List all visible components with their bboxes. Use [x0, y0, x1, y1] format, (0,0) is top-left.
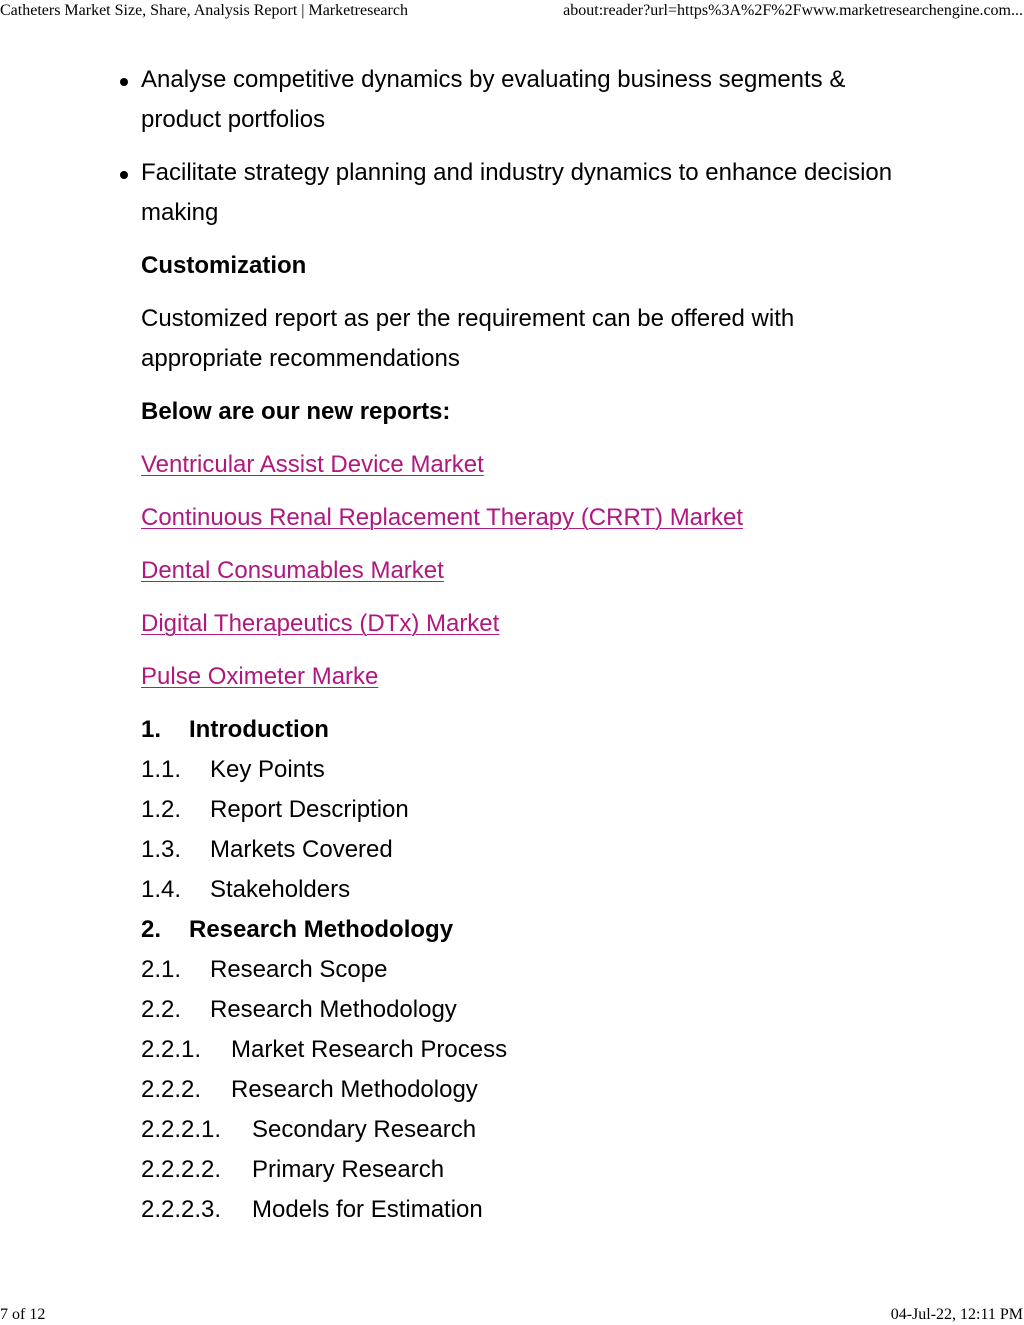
customization-text: Customized report as per the requirement can be offered with appropriate recommendations	[141, 305, 795, 372]
report-link-pulse-oximeter[interactable]: Pulse Oximeter Marke	[141, 663, 379, 690]
toc-item	[141, 910, 901, 950]
toc-item	[141, 830, 901, 870]
toc-number: 2.2.1.	[141, 1036, 202, 1063]
toc-number: 1.4.	[141, 876, 182, 903]
report-link-digital-therapeutics[interactable]: Digital Therapeutics (DTx) Market	[141, 610, 500, 637]
bullet-icon	[120, 78, 128, 86]
toc-item	[141, 790, 901, 830]
report-link-ventricular-assist-device[interactable]: Ventricular Assist Device Market	[141, 451, 484, 478]
toc-item	[141, 950, 901, 990]
toc-item	[141, 1070, 901, 1110]
toc-label: Introduction	[189, 716, 329, 743]
bullet-text: Analyse competitive dynamics by evaluating business segments & product portfolios	[141, 66, 846, 133]
list-item	[141, 153, 901, 233]
toc-number: 1.3.	[141, 836, 182, 863]
toc-number: 2.2.2.1.	[141, 1116, 222, 1143]
toc-item	[141, 1110, 901, 1150]
page-title: Catheters Market Size, Share, Analysis Report | Marketresearch	[0, 2, 408, 19]
toc-number: 2.	[141, 916, 162, 943]
toc-item	[141, 1150, 901, 1190]
toc-label: Key Points	[210, 756, 325, 783]
report-link-crrt[interactable]: Continuous Renal Replacement Therapy (CRRT) Market	[141, 504, 744, 531]
new-reports-heading: Below are our new reports:	[141, 398, 451, 425]
toc-number: 2.2.	[141, 996, 182, 1023]
bullet-list	[141, 60, 901, 233]
customization-heading: Customization	[141, 252, 307, 279]
toc-item	[141, 710, 901, 750]
print-footer	[0, 1305, 1024, 1325]
toc-label: Primary Research	[252, 1156, 445, 1183]
toc-label: Research Methodology	[210, 996, 457, 1023]
bullet-icon	[120, 171, 128, 179]
reader-content	[141, 60, 901, 1230]
toc-label: Report Description	[210, 796, 409, 823]
page-url: about:reader?url=https%3A%2F%2Fwww.marketresearchengine.com...	[563, 2, 1023, 19]
table-of-contents	[141, 710, 901, 1230]
toc-label: Stakeholders	[210, 876, 351, 903]
page-count: 7 of 12	[0, 1306, 46, 1323]
toc-number: 1.2.	[141, 796, 182, 823]
print-header	[0, 1, 1024, 21]
toc-number: 2.2.2.	[141, 1076, 202, 1103]
toc-item	[141, 870, 901, 910]
toc-label: Models for Estimation	[252, 1196, 483, 1223]
toc-number: 2.2.2.3.	[141, 1196, 222, 1223]
toc-number: 1.1.	[141, 756, 182, 783]
toc-item	[141, 990, 901, 1030]
report-link-dental-consumables[interactable]: Dental Consumables Market	[141, 557, 444, 584]
toc-label: Secondary Research	[252, 1116, 477, 1143]
print-datetime: 04-Jul-22, 12:11 PM	[890, 1306, 1023, 1323]
list-item	[141, 60, 901, 140]
toc-label: Research Methodology	[189, 916, 454, 943]
toc-item	[141, 1190, 901, 1230]
toc-label: Markets Covered	[210, 836, 393, 863]
toc-label: Research Methodology	[231, 1076, 478, 1103]
toc-number: 2.1.	[141, 956, 182, 983]
toc-item	[141, 1030, 901, 1070]
toc-number: 2.2.2.2.	[141, 1156, 222, 1183]
toc-number: 1.	[141, 716, 162, 743]
toc-label: Research Scope	[210, 956, 388, 983]
toc-item	[141, 750, 901, 790]
toc-label: Market Research Process	[231, 1036, 508, 1063]
bullet-text: Facilitate strategy planning and industry dynamics to enhance decision making	[141, 159, 893, 226]
